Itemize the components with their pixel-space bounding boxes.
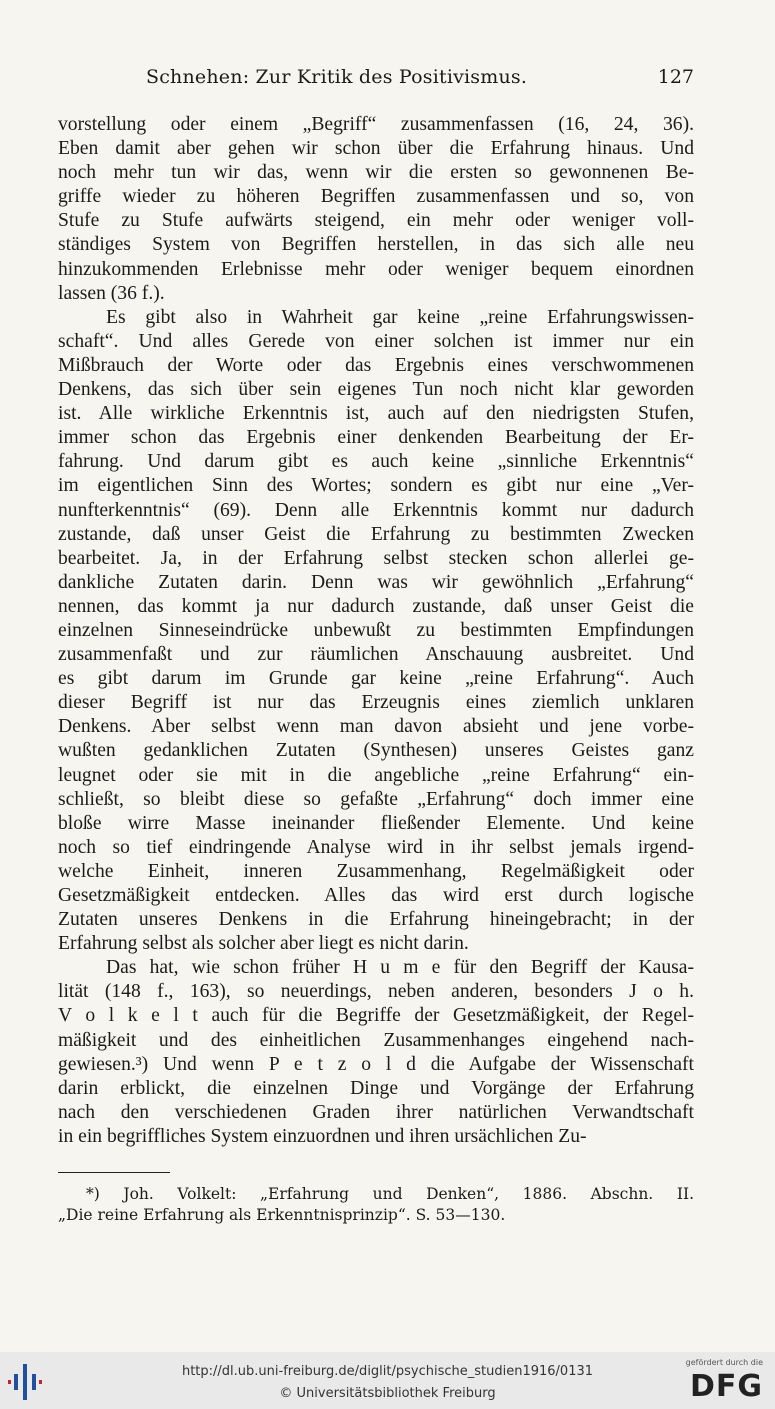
text-line: welche Einheit, inneren Zusammenhang, Regelmäßigkeit oder xyxy=(58,860,694,882)
page-number: 127 xyxy=(657,66,694,88)
text-line: dankliche Zutaten darin. Denn was wir gewöhnlich „Erfahrung“ xyxy=(58,571,694,593)
text-line: im eigentlichen Sinn des Wortes; sondern es gibt nur eine „Ver- xyxy=(58,475,694,497)
footnote-divider xyxy=(58,1172,170,1173)
footnote-line: „Die reine Erfahrung als Erkenntnisprinzip“. S. 53—130. xyxy=(58,1206,506,1224)
text-line: Denkens. Aber selbst wenn man davon absieht und jene vorbe- xyxy=(58,716,694,738)
text-line: dieser Begriff ist nur das Erzeugnis eines ziemlich unklaren xyxy=(58,692,694,714)
text-line: V o l k e l t auch für die Begriffe der Gesetzmäßigkeit, der Regel- xyxy=(58,1005,694,1027)
text-line: Denkens, das sich über sein eigenes Tun noch nicht klar geworden xyxy=(58,379,694,401)
text-line: griffe wieder zu höheren Begriffen zusammenfassen und so, von xyxy=(58,186,694,208)
text-line: Gesetzmäßigkeit entdecken. Alles das wird erst durch logische xyxy=(58,885,694,906)
text-line: wußten gedanklichen Zutaten (Synthesen) unseres Geistes ganz xyxy=(58,740,694,762)
text-line: es gibt darum im Grunde gar keine „reine Erfahrung“. Auch xyxy=(58,668,694,690)
copyright-notice: © Universitätsbibliothek Freiburg xyxy=(279,1386,496,1401)
dfg-logo: DFG xyxy=(689,1369,763,1404)
text-line: gewiesen.³) Und wenn P e t z o l d die Aufgabe der Wissenschaft xyxy=(58,1053,694,1075)
text-line: Stufe zu Stufe aufwärts steigend, ein mehr oder weniger voll- xyxy=(58,210,694,232)
text-line: nach den verschiedenen Graden ihrer natürlichen Verwandtschaft xyxy=(58,1101,694,1123)
text-line: Mißbrauch der Worte oder das Ergebnis eines verschwommenen xyxy=(58,354,694,376)
text-line: Erfahrung selbst als solcher aber liegt es nicht darin. xyxy=(58,933,469,955)
text-line: zusammenfaßt und zur räumlichen Anschauung ausbreitet. Und xyxy=(58,644,694,666)
text-line: mäßigkeit und des einheitlichen Zusammenhanges eingehend nach- xyxy=(58,1029,694,1051)
text-line: Eben damit aber gehen wir schon über die Erfahrung hinaus. Und xyxy=(58,138,694,160)
text-line: Das hat, wie schon früher H u m e für den Begriff der Kausa- xyxy=(106,957,694,979)
text-line: nunfterkenntnis“ (69). Denn alle Erkenntnis kommt nur dadurch xyxy=(58,499,694,521)
text-line: ständiges System von Begriffen herstellen, in das sich alle neu xyxy=(58,234,694,256)
text-line: hinzukommenden Erlebnisse mehr oder weniger bequem einordnen xyxy=(58,258,694,280)
text-line: bloße wirre Masse ineinander fließender Elemente. Und keine xyxy=(58,812,694,834)
viewer-footer xyxy=(0,1352,775,1409)
footnote xyxy=(58,1184,694,1226)
page-header xyxy=(60,66,694,94)
funding-note: gefördert durch die xyxy=(685,1358,763,1367)
text-line: noch mehr tun wir das, wenn wir die ersten so gewonnenen Be- xyxy=(58,162,694,184)
text-line: schließt, so bleibt diese so gefaßte „Erfahrung“ doch immer eine xyxy=(58,788,694,810)
text-line: schaft“. Und alles Gerede von einer solchen ist immer nur ein xyxy=(58,330,694,352)
body-text xyxy=(58,113,694,1149)
text-line: bearbeitet. Ja, in der Erfahrung selbst stecken schon allerlei ge- xyxy=(58,547,694,569)
text-line: noch so tief eindringende Analyse wird in ihr selbst jemals irgend- xyxy=(58,836,694,858)
footnote-line: *) Joh. Volkelt: „Erfahrung und Denken“, 1886. Abschn. II. xyxy=(86,1185,694,1203)
text-line: Es gibt also in Wahrheit gar keine „reine Erfahrungswissen- xyxy=(106,306,694,328)
text-line: lität (148 f., 163), so neuerdings, neben anderen, besonders J o h. xyxy=(58,981,694,1003)
text-line: nennen, das kommt ja nur dadurch zustande, daß unser Geist die xyxy=(58,595,694,617)
text-line: immer schon das Ergebnis einer denkenden Bearbeitung der Er- xyxy=(58,427,694,449)
source-url-link[interactable]: http://dl.ub.uni-freiburg.de/diglit/psychische_studien1916/0131 xyxy=(181,1364,594,1379)
text-line: darin erblickt, die einzelnen Dinge und Vorgänge der Erfahrung xyxy=(58,1077,694,1099)
text-line: in ein begriffliches System einzuordnen und ihren ursächlichen Zu- xyxy=(58,1125,587,1147)
text-line: Zutaten unseres Denkens in die Erfahrung hineingebracht; in der xyxy=(58,909,694,931)
text-line: leugnet oder sie mit in die angebliche „reine Erfahrung“ ein- xyxy=(58,764,694,786)
text-line: ist. Alle wirkliche Erkenntnis ist, auch auf den niedrigsten Stufen, xyxy=(58,403,694,425)
text-line: vorstellung oder einem „Begriff“ zusammenfassen (16, 24, 36). xyxy=(58,114,694,135)
running-title: Schnehen: Zur Kritik des Positivismus. xyxy=(146,66,528,88)
text-line: einzelnen Sinneseindrücke unbewußt zu bestimmten Empfindungen xyxy=(58,619,694,641)
text-line: fahrung. Und darum gibt es auch keine „sinnliche Erkenntnis“ xyxy=(58,451,694,473)
text-line: zustande, daß unser Geist die Erfahrung zu bestimmten Zwecken xyxy=(58,523,694,545)
text-line: lassen (36 f.). xyxy=(58,282,165,304)
